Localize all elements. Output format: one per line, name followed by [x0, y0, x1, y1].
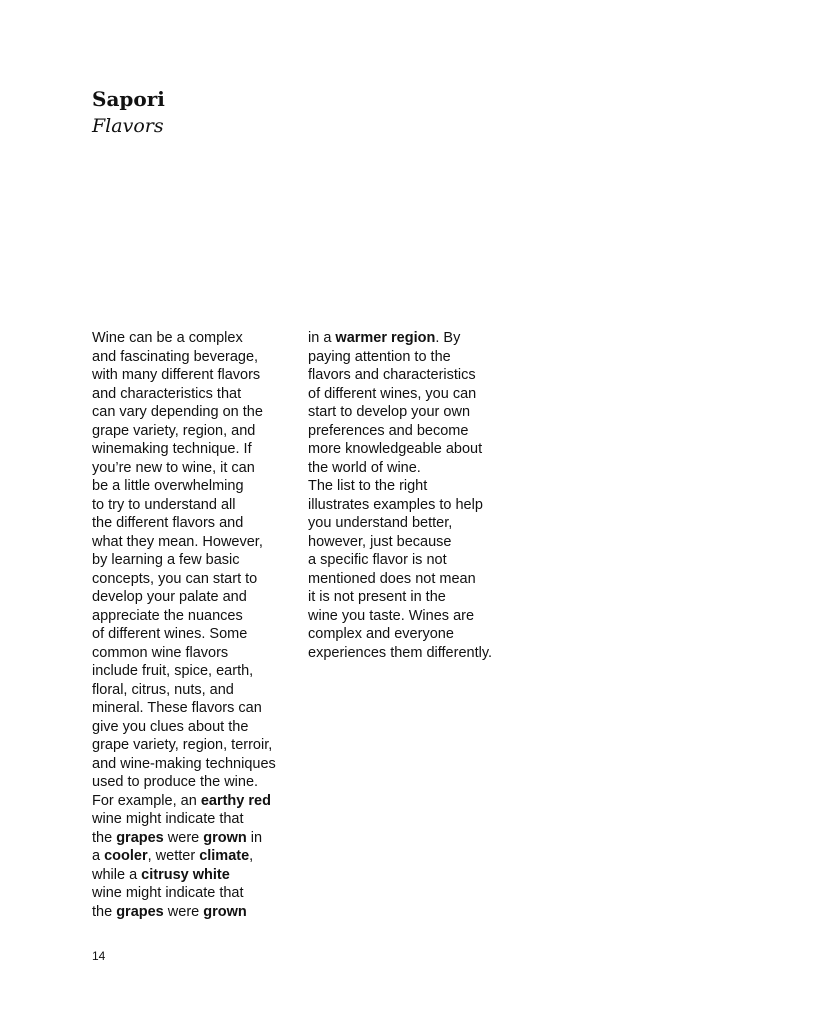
- text-line: [92, 681, 307, 700]
- text-line: [92, 533, 307, 552]
- text-line: [92, 403, 307, 422]
- text-line: [308, 422, 523, 441]
- text-segment: wine might indicate that: [92, 885, 244, 901]
- text-segment: . By: [435, 330, 461, 346]
- text-line: [308, 607, 523, 626]
- text-segment: were: [163, 903, 204, 920]
- text-line: [92, 718, 307, 737]
- text-line: [92, 459, 307, 478]
- body-column-right: [308, 329, 523, 662]
- text-segment: used to produce the wine.: [92, 774, 259, 790]
- text-segment: and fascinating beverage,: [92, 348, 259, 365]
- text-segment: by learning a few basic: [92, 552, 240, 568]
- text-line: [92, 329, 307, 348]
- page-number: 14: [92, 949, 106, 963]
- text-line: [308, 496, 523, 515]
- text-segment: grape variety, region, and: [92, 422, 256, 439]
- text-line: [92, 773, 307, 792]
- text-segment: The list to the right: [308, 478, 428, 494]
- text-line: [92, 348, 307, 367]
- text-segment: , wetter: [147, 848, 200, 864]
- text-line: [92, 847, 307, 866]
- text-line: [92, 625, 307, 644]
- text-line: [308, 459, 523, 478]
- text-segment: grape variety, region, terroir,: [92, 737, 273, 753]
- text-segment: For example, an: [92, 792, 201, 809]
- text-segment: appreciate the nuances: [92, 607, 243, 624]
- text-segment: with many different flavors: [92, 367, 261, 383]
- text-segment: more knowledgeable about: [308, 441, 483, 457]
- bold-term: warmer region: [335, 330, 436, 346]
- text-segment: be a little overwhelming: [92, 478, 244, 494]
- text-segment: complex and everyone: [308, 626, 454, 642]
- text-line: [308, 514, 523, 533]
- text-segment: while a: [92, 866, 142, 883]
- text-segment: a specific flavor is not: [308, 552, 447, 568]
- text-line: [308, 348, 523, 367]
- bold-term: climate: [199, 848, 250, 864]
- text-segment: can vary depending on the: [92, 404, 263, 420]
- text-line: [92, 699, 307, 718]
- text-segment: flavors and characteristics: [308, 367, 476, 383]
- text-segment: floral, citrus, nuts, and: [92, 681, 234, 698]
- text-line: [92, 662, 307, 681]
- text-line: [92, 422, 307, 441]
- text-line: [92, 607, 307, 626]
- bold-term: cooler: [104, 848, 148, 864]
- text-line: [308, 570, 523, 589]
- text-line: [92, 810, 307, 829]
- text-segment: include fruit, spice, earth,: [92, 663, 254, 679]
- section-subtitle: Flavors: [92, 115, 164, 137]
- text-line: [92, 496, 307, 515]
- text-segment: and characteristics that: [92, 385, 242, 402]
- text-line: [92, 385, 307, 404]
- text-line: [308, 440, 523, 459]
- text-line: [92, 903, 307, 922]
- text-line: [92, 884, 307, 903]
- text-segment: Wine can be a complex: [92, 330, 243, 346]
- text-segment: a: [92, 848, 105, 864]
- text-line: [92, 570, 307, 589]
- text-line: [92, 514, 307, 533]
- text-line: [308, 329, 523, 348]
- text-segment: you’re new to wine, it can: [92, 459, 255, 476]
- text-segment: illustrates examples to help: [308, 496, 483, 513]
- text-segment: wine might indicate that: [92, 811, 244, 827]
- bold-term: grown: [203, 829, 247, 846]
- text-segment: the different flavors and: [92, 515, 244, 531]
- text-segment: paying attention to the: [308, 348, 451, 365]
- text-line: [308, 625, 523, 644]
- text-line: [308, 644, 523, 663]
- text-segment: common wine flavors: [92, 644, 229, 661]
- text-segment: give you clues about the: [92, 718, 249, 735]
- text-segment: winemaking technique. If: [92, 441, 252, 457]
- text-segment: mineral. These flavors can: [92, 700, 262, 716]
- text-segment: concepts, you can start to: [92, 570, 258, 587]
- text-segment: preferences and become: [308, 422, 469, 439]
- text-line: [92, 866, 307, 885]
- text-segment: mentioned does not mean: [308, 570, 476, 587]
- text-line: [308, 366, 523, 385]
- text-segment: start to develop your own: [308, 404, 471, 420]
- bold-term: grapes: [116, 829, 164, 846]
- text-line: [92, 366, 307, 385]
- text-line: [308, 385, 523, 404]
- text-segment: ,: [249, 848, 254, 864]
- text-segment: were: [163, 829, 204, 846]
- text-line: [92, 644, 307, 663]
- text-line: [92, 829, 307, 848]
- text-segment: experiences them differently.: [308, 644, 493, 661]
- text-segment: of different wines. Some: [92, 626, 248, 642]
- text-line: [308, 477, 523, 496]
- text-line: [92, 755, 307, 774]
- text-segment: wine you taste. Wines are: [308, 607, 475, 624]
- text-segment: of different wines, you can: [308, 385, 477, 402]
- text-segment: in a: [308, 330, 336, 346]
- text-segment: develop your palate and: [92, 589, 247, 605]
- text-segment: it is not present in the: [308, 589, 446, 605]
- text-line: [92, 792, 307, 811]
- text-segment: and wine-making techniques: [92, 755, 276, 772]
- text-line: [308, 403, 523, 422]
- text-line: [92, 736, 307, 755]
- text-segment: to try to understand all: [92, 496, 236, 513]
- text-line: [92, 440, 307, 459]
- text-segment: you understand better,: [308, 515, 453, 531]
- text-segment: however, just because: [308, 533, 452, 550]
- text-segment: the: [92, 903, 117, 920]
- text-line: [92, 477, 307, 496]
- bold-term: grown: [203, 903, 247, 920]
- text-line: [92, 588, 307, 607]
- text-segment: the world of wine.: [308, 459, 421, 476]
- section-title: Sapori: [92, 87, 165, 111]
- bold-term: grapes: [116, 903, 164, 920]
- text-line: [308, 533, 523, 552]
- text-line: [308, 588, 523, 607]
- body-column-left: [92, 329, 307, 921]
- section-heading: [92, 86, 165, 139]
- text-segment: in: [246, 829, 263, 846]
- text-line: [92, 551, 307, 570]
- text-segment: the: [92, 829, 117, 846]
- bold-term: citrusy white: [141, 866, 230, 883]
- bold-term: earthy red: [200, 792, 271, 809]
- text-line: [308, 551, 523, 570]
- text-segment: what they mean. However,: [92, 533, 263, 550]
